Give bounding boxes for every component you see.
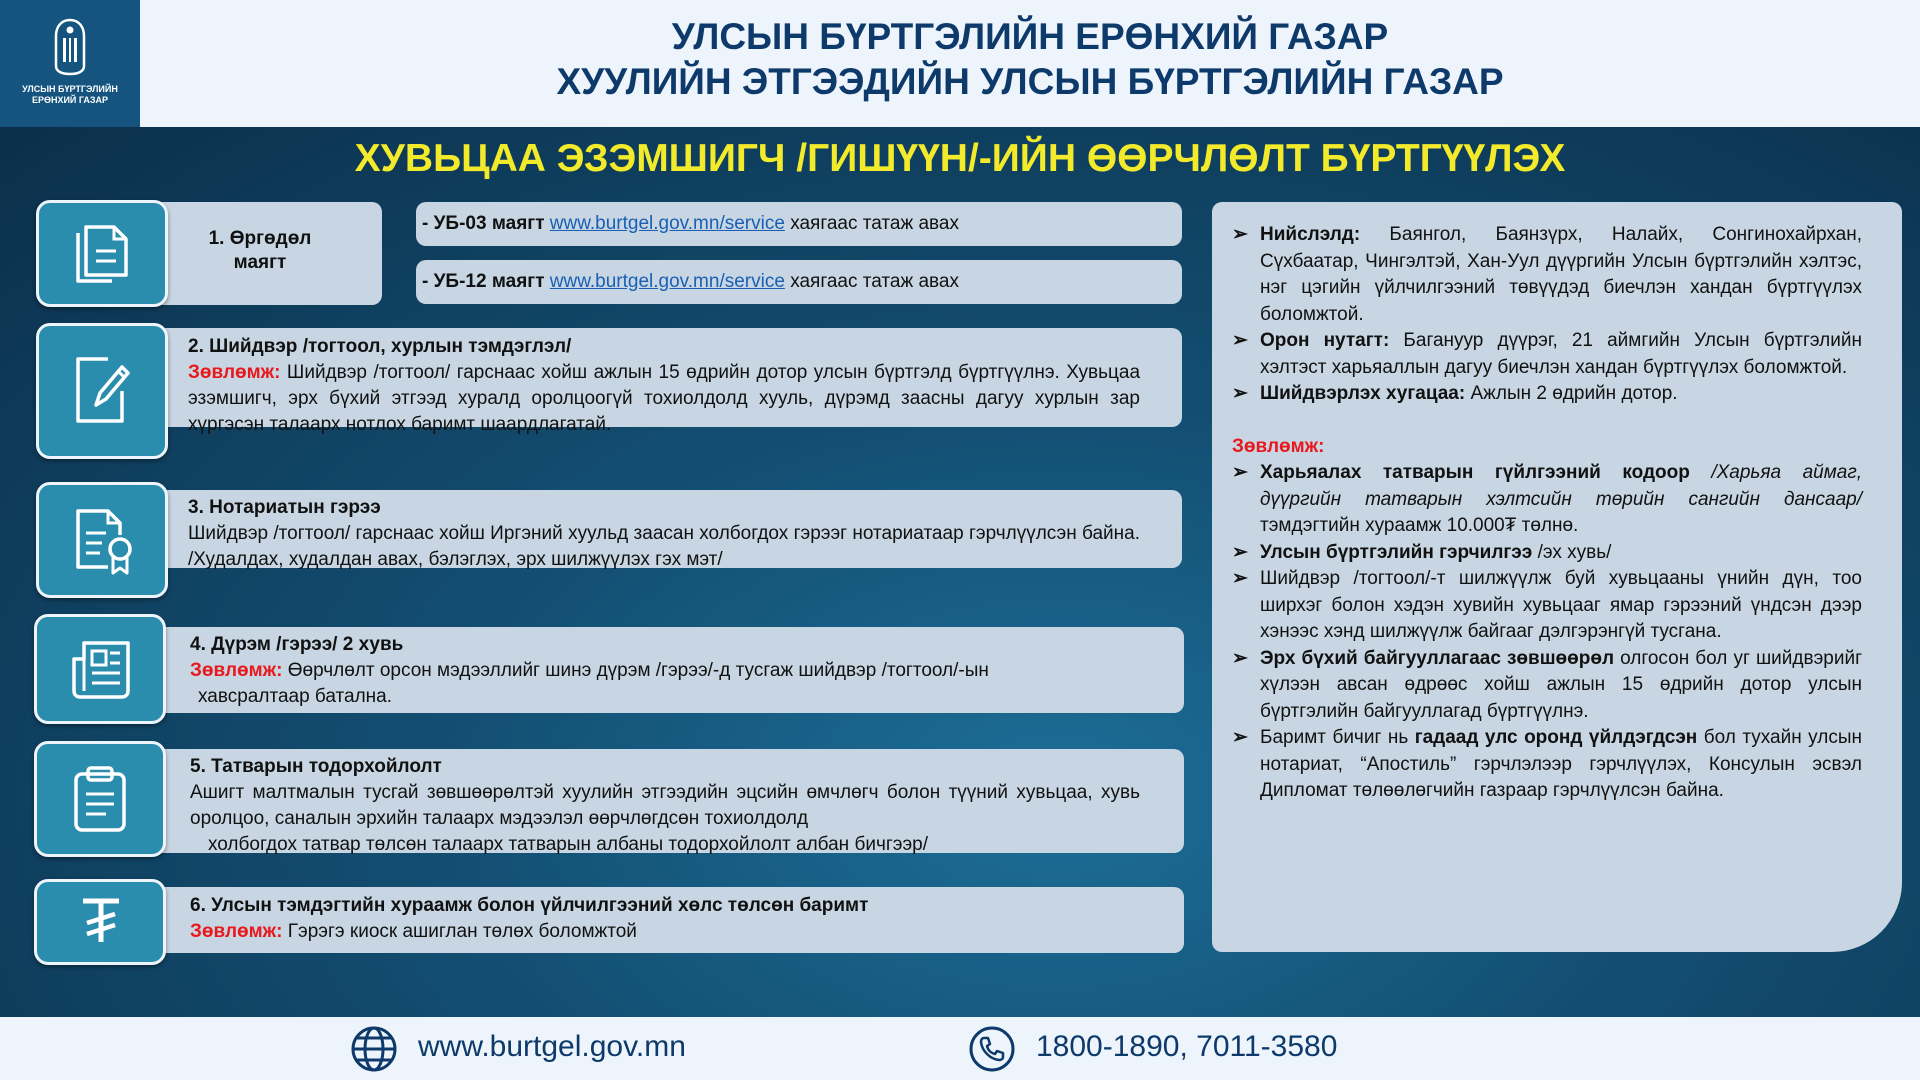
capital-label: Нийслэлд: (1260, 224, 1361, 245)
header-title-line2: ХУУЛИЙН ЭТГЭЭДИЙН УЛСЫН БҮРТГЭЛИЙН ГАЗАР (556, 61, 1504, 102)
adv4-bold: Эрх бүхий байгууллагаас зөвшөөрөл (1260, 647, 1615, 669)
step4-text-line2: хавсралтаар баталнa. (198, 686, 392, 707)
step6-line (190, 919, 1140, 945)
adv1-tail: тэмдэгтийн хураамж 10.000₮ төлнө. (1260, 515, 1579, 536)
step2-text-block (188, 360, 1140, 438)
step5-text-line2: холбогдох татвар төлсөн талаарх татварын албаны тодорхойлолт албан бичгээр/ (208, 834, 929, 855)
step6-title: 6. Улсын тэмдэгтийн хураамж болон үйлчилгээний хөлс төлсөн баримт (190, 895, 869, 916)
step3-title: 3. Нотариатын гэрээ (188, 497, 381, 518)
step6-advice-label: Зөвлөмж: (190, 921, 283, 942)
info-list (1232, 222, 1862, 805)
emblem-icon (53, 18, 87, 76)
form1-tail: хаягаас татаж авах (790, 213, 959, 234)
info-local (1232, 328, 1862, 381)
bullet-arrow-icon: ➢ (1232, 330, 1248, 351)
adv5-head: Баримт бичиг нь (1260, 727, 1409, 748)
adv5-bold: гадаад улс оронд үйлдэгдсэн (1414, 727, 1698, 748)
step2-card (150, 328, 1182, 435)
capital-text: Баянгол, Баянзүрх, Налайх, Сонгинохайрхан, Сүхбаатар, Чингэлтэй, Хан-Уул дүүргийн Улсын бүртгэлийн хэлтэс, нэг цэгийн үйлчилгээний төвүүдэд биечлэн хандан бүртгүүлэх боломжтой. (1260, 224, 1863, 325)
advice-1 (1232, 460, 1862, 540)
step5-title: 5. Татварын тодорхойлолт (190, 756, 442, 777)
form2-code: - УБ-12 маягт (422, 271, 545, 292)
bullet-arrow-icon: ➢ (1232, 727, 1248, 748)
clipboard-icon-box (34, 741, 166, 857)
globe-icon (350, 1025, 398, 1073)
step2-advice-label: Зөвлөмж: (188, 362, 281, 383)
tugrik-icon-box (34, 879, 166, 965)
phone-icon (968, 1025, 1016, 1073)
step6-text: Гэрэгэ киоск ашиглан төлөх боломжтой (287, 921, 637, 942)
step5-card (150, 749, 1184, 853)
bullet-arrow-icon: ➢ (1232, 224, 1248, 245)
advice-4 (1232, 646, 1862, 726)
form1-link[interactable]: www.burtgel.gov.mn/service (549, 213, 785, 234)
adv1-bold: Харьяалах татварын гүйлгээний кодоор (1260, 462, 1690, 483)
step2-text: Шийдвэр /тогтоол/ гарснаас хойш ажлын 15 өдрийн дотор улсын бүртгэлд бүртгүүлнэ. Хувьцаа эзэмшигч, эрх бүхий этгээд хуралд оролцоогүй тохиолдолд хууль, дүрэмд заасны дагуу хурлын зар хүргэсэн талаарх нотлох баримт шаардлагатай. (188, 362, 1141, 435)
advice-3 (1232, 566, 1862, 646)
bullet-arrow-icon: ➢ (1232, 568, 1248, 589)
main-title: ХУВЬЦАА ЭЗЭМШИГЧ /ГИШҮҮН/-ИЙН ӨӨРЧЛӨЛТ БҮРТГҮҮЛЭХ (354, 137, 1566, 180)
main-panel (0, 127, 1920, 1017)
document-icon (72, 223, 132, 287)
adv2-bold: Улсын бүртгэлийн гэрчилгээ (1260, 541, 1533, 563)
adv1-italic: /Харьяа аймаг, дүүргийн татварын хэлтсийн төрийн сангийн дансаар/ (1260, 462, 1862, 510)
clipboard-icon (70, 764, 130, 834)
adv5-tail: бол тухайн улсын нотариат, “Апостиль” гэрчлэлээр гэрчлүүлэх, Консулын эсвэл Дипломат төлөөлөгчийн газраар гэрчлүүлсэн байна. (1260, 727, 1862, 801)
info-capital (1232, 222, 1862, 328)
step4-advice-label: Зөвлөмж: (190, 660, 283, 681)
step6-card (150, 887, 1184, 953)
logo (0, 0, 140, 127)
deadline-text: Ажлын 2 өдрийн дотор. (1470, 383, 1678, 404)
bullet-arrow-icon: ➢ (1232, 541, 1248, 563)
step2-title: 2. Шийдвэр /тогтоол, хурлын тэмдэглэл/ (188, 336, 572, 357)
step4-card (150, 627, 1184, 713)
form1-code: - УБ-03 маягт (422, 213, 545, 234)
tugrik-currency-icon (71, 896, 131, 946)
header-title (140, 14, 1920, 104)
step3-card (150, 490, 1182, 568)
local-label: Орон нутагт: (1260, 330, 1390, 351)
form2-card (416, 260, 1182, 304)
advice-heading: Зөвлөмж: (1232, 435, 1325, 457)
step1-card (150, 202, 382, 305)
bullet-arrow-icon: ➢ (1232, 383, 1248, 404)
form2-tail: хаягаас татаж авах (790, 271, 959, 292)
step1-label: 1. Өргөдөл маягт (208, 228, 312, 273)
step4-title: 4. Дүрэм /гэрээ/ 2 хувь (190, 634, 404, 655)
phone-number[interactable]: 1800-1890, 7011-3580 (1036, 1030, 1338, 1063)
certificate-icon-box (36, 482, 168, 598)
certificate-icon (72, 505, 136, 577)
footer (0, 1017, 1920, 1080)
header-title-line1: УЛСЫН БҮРТГЭЛИЙН ЕРӨНХИЙ ГАЗАР (671, 16, 1389, 57)
header (0, 0, 1920, 127)
adv4-tail: олгосон бол уг шийдвэрийг хүлээн авсан өдрөөс хойш ажлын 15 өдрийн дотор улсын бүртгэлийн байгууллагад бүртгүүлнэ. (1260, 647, 1863, 722)
document-icon-box (36, 200, 168, 307)
newspaper-icon (70, 637, 134, 701)
step4-text-line1: Өөрчлөлт орсон мэдээллийг шинэ дүрэм /гэрээ/-д тусгаж шийдвэр /тогтоол/-ын (287, 660, 989, 681)
deadline-label: Шийдвэрлэх хугацаа: (1260, 383, 1466, 404)
edit-document-icon (72, 351, 134, 429)
local-text: Багануур дүүрэг, 21 аймгийн Улсын бүртгэлийн хэлтэст харьяаллын дагуу биечлэн хандан бүртгүүлэх боломжтой. (1260, 330, 1862, 378)
form2-link[interactable]: www.burtgel.gov.mn/service (549, 271, 785, 292)
info-panel (1212, 202, 1902, 952)
step3-text: Шийдвэр /тогтоол/ гарснаас хойш Иргэний хуульд заасан холбогдох гэрээг нотариатаар гэрчлүүлсэн байна. /Худалдах, худалдан авах, бэлэглэх, эрх шилжүүлэх гэх мэт/ (188, 523, 1140, 570)
newspaper-icon-box (34, 614, 166, 724)
adv3-text: Шийдвэр /тогтоол/-т шилжүүлж буй хувьцааны үнийн дүн, тоо ширхэг болон хэдэн хувийн хувьцааг ямар гэрээний үндсэн дээр хэнээс хэнд шилжүүлж байгааг дэлгэрэнгүй тусгана. (1260, 568, 1862, 642)
logo-text-line2: ЕРӨНХИЙ ГАЗАР (31, 95, 109, 105)
advice-5 (1232, 725, 1862, 805)
edit-icon-box (36, 323, 168, 459)
adv2-tail: /эх хувь/ (1537, 541, 1612, 563)
website-link[interactable]: www.burtgel.gov.mn (418, 1030, 686, 1063)
logo-text-line1: УЛСЫН БҮРТГЭЛИЙН (22, 84, 118, 94)
step4-line1 (190, 658, 1140, 684)
step5-text-line1: Ашигт малтмалын тусгай зөвшөөрөлтэй хуулийн этгээдийн эцсийн өмчлөгч болон түүний хувьцаа, хувь оролцоо, саналын эрхийн талаарх мэдээлэл өөрчлөгдсөн тохиолдолд (190, 782, 1140, 829)
info-deadline (1232, 381, 1862, 408)
bullet-arrow-icon: ➢ (1232, 647, 1248, 669)
advice-2 (1232, 540, 1862, 567)
bullet-arrow-icon: ➢ (1232, 462, 1248, 483)
form1-card (416, 202, 1182, 246)
